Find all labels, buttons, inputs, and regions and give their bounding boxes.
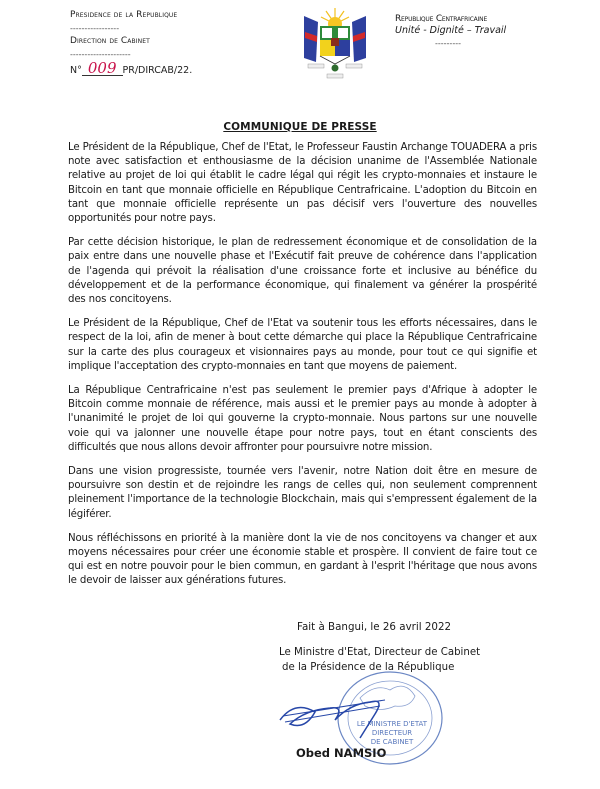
ref-suffix: PR/DIRCAB/22.	[122, 65, 193, 76]
date-line: Fait à Bangui, le 26 avril 2022	[297, 621, 452, 633]
signatory-title-line2: de la Présidence de la République	[282, 661, 455, 673]
divider-dashes: ---------	[435, 39, 461, 48]
paragraph: Par cette décision historique, le plan de redressement économique et de consolidation de la paix entre dans une nouvelle phase et l'Exécutif fait preuve de cohérence dans l'application de l'agenda qui prévoit la réalisation d'une croissance forte et inclusive au bénéfice du développement et de la performance économique, qui finalement va générer la prospérité des nos concitoyens.	[68, 237, 537, 306]
presidency-label: Presidence de la Republique	[70, 10, 178, 20]
document-body	[68, 141, 537, 599]
header-right	[395, 13, 506, 50]
coat-of-arms-icon	[296, 2, 374, 84]
ref-prefix: N°	[70, 65, 82, 76]
paragraph: La République Centrafricaine n'est pas seulement le premier pays d'Afrique à adopter le Bitcoin comme monnaie de référence, mais aussi et le premier pays au monde à adopter à l'unanimité le projet de loi qui gouverne la crypto-monnaie. Nous partons sur une nouvelle voie qui va jalonner une nouvelle étape pour notre pays, tout en étant conscients des difficultés que nous allons devoir affronter pour poursuivre notre mission.	[68, 385, 537, 453]
country-name: Republique Centrafricaine	[395, 14, 488, 24]
national-motto: Unité - Dignité – Travail	[395, 25, 507, 36]
header-left	[70, 9, 192, 77]
handwritten-signature-icon	[275, 690, 395, 740]
reference-number	[70, 61, 192, 77]
divider-dashes: ---------------------	[70, 50, 131, 59]
document-title: COMMUNIQUE DE PRESSE	[223, 121, 377, 133]
svg-text:LE MINISTRE D'ETAT: LE MINISTRE D'ETAT	[356, 720, 428, 728]
paragraph: Nous réfléchissons en priorité à la manière dont la vie de nos concitoyens va changer et aux moyens nécessaires pour créer une économie stable et prospère. Il convient de faire tout ce qui est en notre pouvoir pour le bien commun, en gardant à l'esprit l'héritage que nous avons le devoir de laisser aux générations futures.	[68, 532, 537, 587]
paragraph: Le Président de la République, Chef de l'Etat va soutenir tous les efforts nécessaires, dans le respect de la loi, afin de mener à bout cette démarche qui place la République Centrafricaine sur la carte des plus courageux et visionnaires pays au monde, pour tout ce qui signifie et implique l'acceptation des crypto-monnaies en tant que moyens de paiement.	[68, 318, 537, 372]
paragraph: Dans une vision progressiste, tournée vers l'avenir, notre Nation doit être en mesure de poursuivre son destin et de rejoindre les rangs de celles qui, non seulement comprennent pleinement l'importance de la technologie Blockchain, mais qui s'empressent également de la légiférer.	[68, 466, 537, 520]
ref-handwritten-number: 009	[82, 61, 123, 76]
divider-dashes: -----------------	[70, 24, 120, 33]
svg-text:DE CABINET: DE CABINET	[370, 738, 414, 746]
signatory-title-line1: Le Ministre d'Etat, Directeur de Cabinet	[279, 647, 481, 658]
signatory-name: Obed NAMSIO	[296, 746, 387, 760]
direction-label: Direction de Cabinet	[70, 36, 150, 46]
paragraph: Le Président de la République, Chef de l'Etat, le Professeur Faustin Archange TOUADERA a pris note avec satisfaction et enthousiasme de la décision unanime de l'Assemblée Nationale relative au projet de loi qui établit le cadre légal qui régit les crypto-monnaies et instaure le Bitcoin en tant que monnaie officielle en République Centrafricaine. L'adoption du Bitcoin en tant que monnaie officielle représente un pas décisif vers l'ouverture des nouvelles opportunités pour notre pays.	[68, 142, 537, 225]
svg-text:DIRECTEUR: DIRECTEUR	[371, 729, 413, 737]
